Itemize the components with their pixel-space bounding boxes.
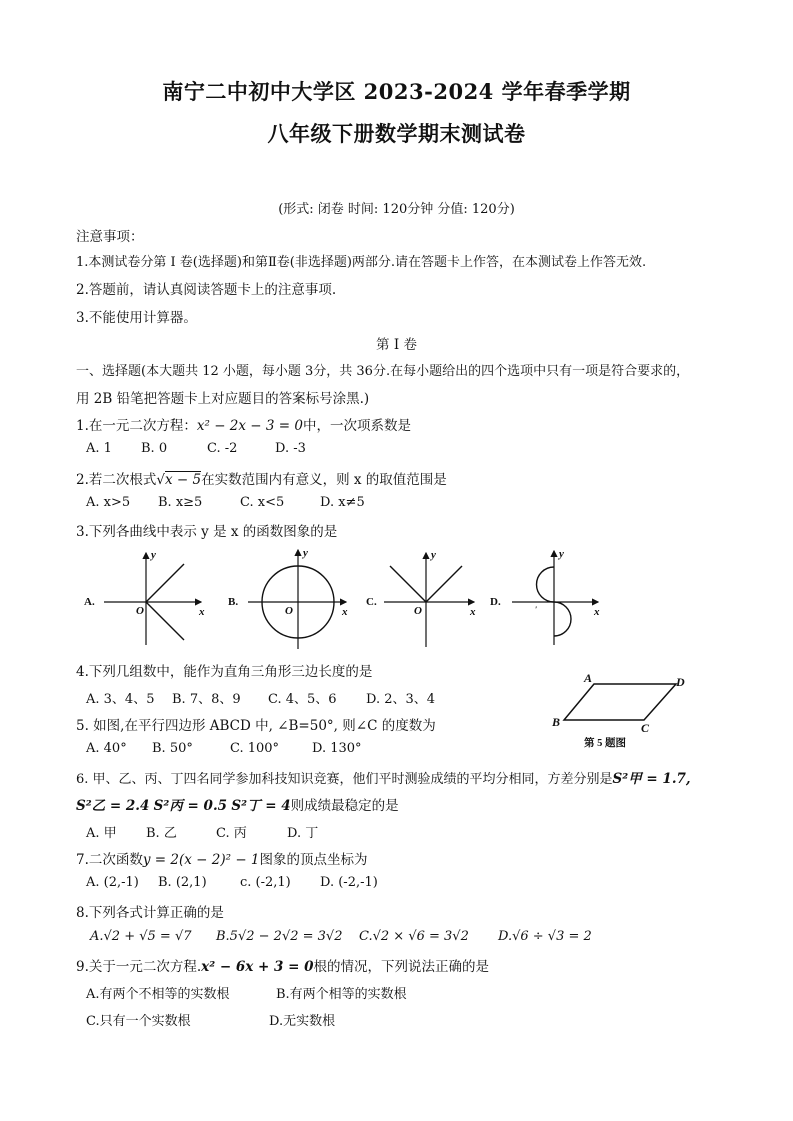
q1-option-a[interactable]: A. 1	[86, 441, 112, 456]
q2-radicand: x − 5	[165, 472, 202, 488]
q9-suffix: 根的情况，下列说法正确的是	[313, 959, 489, 975]
figure-caption: 第 5 题图	[584, 738, 626, 749]
q3-graph-options	[76, 545, 616, 650]
question-7	[76, 848, 368, 868]
vertex-b-label: B	[552, 715, 561, 729]
exam-title-line2: 八年级下册数学期末测试卷	[267, 121, 526, 146]
q3-option-c-label[interactable]: C.	[366, 596, 377, 608]
q7-equation: y = 2(x − 2)² − 1	[142, 852, 260, 868]
vertex-d-label: D	[676, 675, 685, 689]
q7-option-b[interactable]: B. (2,1)	[158, 875, 207, 890]
q9-prefix: 9.关于一元二次方程.	[76, 959, 202, 975]
q1-option-b[interactable]: B. 0	[141, 441, 168, 456]
exam-title-line1: 南宁二中初中大学区 2023-2024 学年春季学期	[162, 79, 631, 104]
question-8: 8.下列各式计算正确的是	[76, 905, 224, 921]
q6-line2-suffix: 则成绩最稳定的是	[290, 798, 399, 814]
q2-option-a[interactable]: A. x>5	[86, 495, 131, 510]
section-intro-line1: 一、选择题(本大题共 12 小题，每小题 3分，共 36分.在每小题给出的四个选项中只有一项是符合要求的，	[76, 364, 690, 379]
q9-option-c[interactable]: C.只有一个实数根	[86, 1014, 191, 1029]
section-label: 第 I 卷	[376, 337, 417, 353]
q9-options-row2	[86, 1010, 335, 1029]
q6-option-a[interactable]: A. 甲	[86, 826, 117, 841]
svg-text:O: O	[136, 605, 144, 617]
q8-options	[90, 929, 592, 944]
notes-item-2: 2.答题前，请认真阅读答题卡上的注意事项.	[76, 282, 337, 298]
q3-graph-c[interactable]	[384, 549, 476, 647]
question-1	[76, 414, 411, 434]
q6-variance-jia: S²甲 = 1.7,	[612, 771, 691, 787]
q1-suffix: 中，一次项系数是	[302, 418, 411, 434]
q3-graph-d[interactable]	[512, 548, 600, 645]
q2-option-d[interactable]: D. x≠5	[320, 495, 365, 510]
svg-text:O: O	[414, 605, 422, 617]
svg-text:y: y	[303, 547, 308, 559]
q4-option-b[interactable]: B. 7、8、9	[172, 692, 241, 707]
q7-suffix: 图象的顶点坐标为	[259, 852, 368, 868]
q6-line1: 6. 甲、乙、丙、丁四名同学参加科技知识竞赛，他们平时测验成绩的平均分相同，方差分别是	[76, 772, 613, 787]
q1-options	[86, 441, 306, 456]
vertex-a-label: A	[584, 671, 593, 685]
sqrt-sign-icon: √	[156, 472, 165, 488]
q6-variance-ding: S²丁 = 4	[231, 798, 291, 814]
section-intro-line2: 用 2B 铅笔把答题卡上对应题目的答案标号涂黑.)	[76, 391, 370, 407]
q3-option-b-label[interactable]: B.	[228, 596, 239, 608]
q7-option-a[interactable]: A. (2,-1)	[86, 875, 139, 890]
q7-options	[86, 875, 378, 890]
question-4: 4.下列几组数中，能作为直角三角形三边长度的是	[76, 664, 373, 680]
q6-options	[86, 822, 318, 841]
q5-option-d[interactable]: D. 130°	[312, 741, 362, 756]
svg-text:′: ′	[535, 605, 538, 614]
parallelogram-shape	[564, 684, 676, 720]
q9-option-b[interactable]: B.有两个相等的实数根	[276, 987, 407, 1002]
notes-item-1: 1.本测试卷分第 I 卷(选择题)和第Ⅱ卷(非选择题)两部分.请在答题卡上作答，在本测试卷上作答无效.	[76, 255, 647, 270]
vertex-c-label: C	[641, 721, 650, 735]
q3-graph-b[interactable]	[248, 547, 348, 649]
q9-option-a[interactable]: A.有两个不相等的实数根	[86, 987, 230, 1002]
svg-text:x: x	[594, 606, 600, 618]
notes-heading: 注意事项：	[76, 229, 144, 245]
question-6-line2	[76, 794, 399, 814]
q4-option-a[interactable]: A. 3、4、5	[86, 692, 155, 707]
q5-option-a[interactable]: A. 40°	[86, 741, 127, 756]
q2-options	[86, 495, 365, 510]
svg-text:y: y	[559, 548, 564, 560]
q5-parallelogram-figure	[548, 670, 698, 752]
q8-option-a[interactable]: A.√2 + √5 = √7	[90, 929, 192, 944]
q5-options	[86, 741, 362, 756]
q8-option-b[interactable]: B.5√2 − 2√2 = 3√2	[216, 929, 343, 944]
question-9	[76, 955, 489, 975]
notes-item-3: 3.不能使用计算器。	[76, 310, 197, 326]
q3-option-a-label[interactable]: A.	[84, 596, 95, 608]
q5-option-b[interactable]: B. 50°	[152, 741, 193, 756]
q7-prefix: 7.二次函数	[76, 852, 143, 868]
q2-suffix: 在实数范围内有意义，则 x 的取值范围是	[201, 472, 447, 488]
question-3: 3.下列各曲线中表示 y 是 x 的函数图象的是	[76, 524, 338, 540]
q1-prefix: 1.在一元二次方程：	[76, 418, 197, 434]
q6-option-b[interactable]: B. 乙	[146, 826, 177, 841]
q6-variance-yi: S²乙 = 2.4	[76, 798, 150, 814]
q9-option-d[interactable]: D.无实数根	[269, 1014, 336, 1029]
svg-text:x: x	[342, 606, 348, 618]
q1-equation: x² − 2x − 3 = 0	[196, 418, 303, 434]
q3-graph-a[interactable]	[104, 549, 205, 645]
q2-option-b[interactable]: B. x≥5	[158, 495, 203, 510]
q8-option-c[interactable]: C.√2 × √6 = 3√2	[359, 929, 469, 944]
svg-text:y: y	[151, 549, 156, 561]
q1-option-c[interactable]: C. -2	[207, 441, 238, 456]
q9-equation: x² − 6x + 3 = 0	[201, 959, 314, 975]
question-2	[76, 468, 447, 488]
q7-option-c[interactable]: c. (-2,1)	[240, 875, 291, 890]
q4-option-d[interactable]: D. 2、3、4	[366, 692, 436, 707]
svg-text:x: x	[470, 606, 476, 618]
q1-option-d[interactable]: D. -3	[275, 441, 306, 456]
q6-variance-bing: S²丙 = 0.5	[153, 798, 228, 814]
exam-meta: (形式: 闭卷 时间: 120分钟 分值: 120分)	[278, 202, 515, 217]
svg-text:y: y	[431, 549, 436, 561]
q4-option-c[interactable]: C. 4、5、6	[268, 692, 337, 707]
question-5: 5. 如图,在平行四边形 ABCD 中, ∠B=50°, 则∠C 的度数为	[76, 718, 436, 734]
svg-text:O: O	[285, 605, 293, 617]
q5-option-c[interactable]: C. 100°	[230, 741, 280, 756]
q6-option-c[interactable]: C. 丙	[216, 826, 247, 841]
question-6-line1	[76, 767, 691, 787]
q2-option-c[interactable]: C. x<5	[240, 495, 285, 510]
q3-option-d-label[interactable]: D.	[490, 596, 501, 608]
q7-option-d[interactable]: D. (-2,-1)	[320, 875, 378, 890]
q4-options	[86, 688, 435, 707]
q2-prefix: 2.若二次根式	[76, 472, 157, 488]
q6-option-d[interactable]: D. 丁	[287, 826, 319, 841]
q9-options-row1	[86, 983, 407, 1002]
q8-option-d[interactable]: D.√6 ÷ √3 = 2	[498, 929, 592, 944]
svg-text:x: x	[199, 606, 205, 618]
